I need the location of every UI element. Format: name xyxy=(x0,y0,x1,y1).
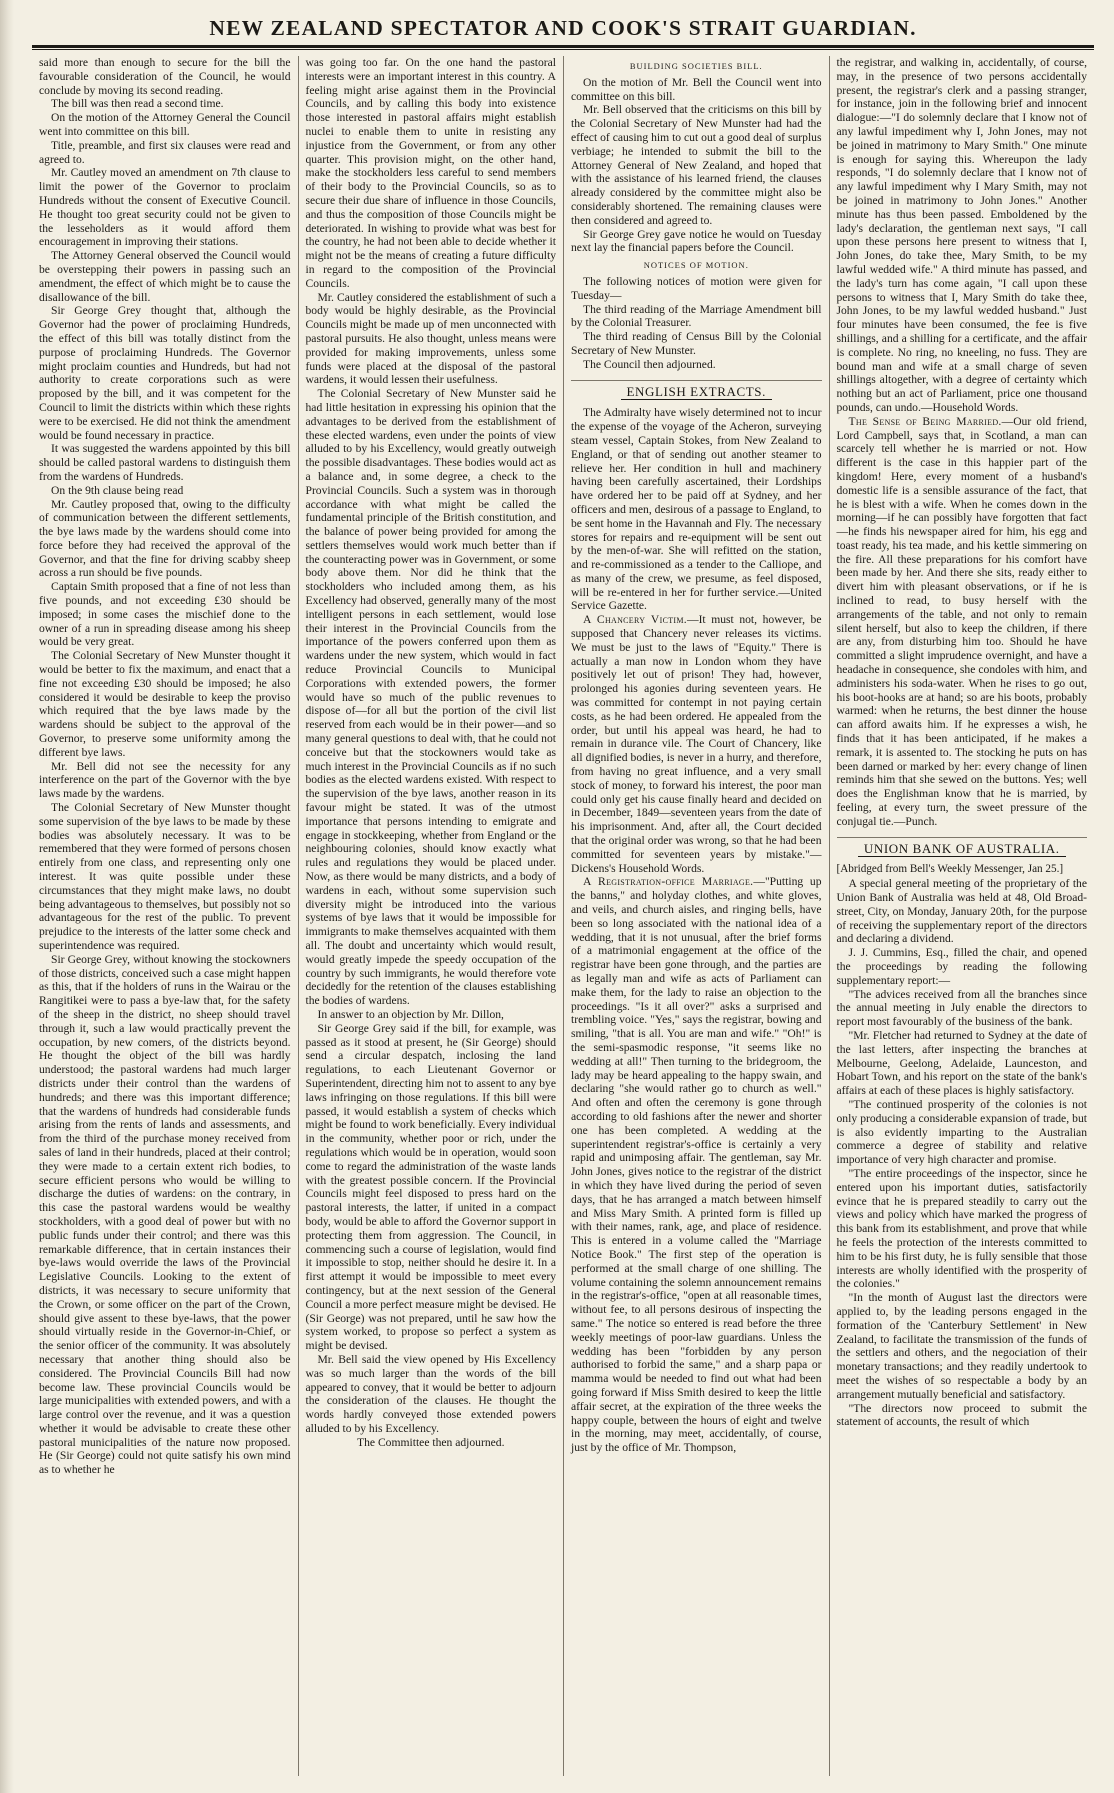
paragraph: It was suggested the wardens appointed by this bill should be called pastoral wardens to distinguish them from the wardens of Hundreds. xyxy=(39,442,291,483)
column-2 xyxy=(298,56,564,1776)
paragraph: The following notices of motion were given for Tuesday— xyxy=(571,274,822,302)
paragraph: Mr. Bell did not see the necessity for any interference on the part of the Governor with the bye laws made by the wardens. xyxy=(39,759,291,801)
masthead-title: NEW ZEALAND SPECTATOR AND COOK'S STRAIT GUARDIAN. xyxy=(209,16,917,40)
masthead-rule-thin xyxy=(32,49,1094,50)
paragraph: The Council then adjourned. xyxy=(583,357,716,371)
sense-text: —Our old friend, Lord Campbell, says that, in Scotland, a man can scarcely tell whether he is married or not. How different is the case in this happier part of the kingdom! Here, every moment of a husband's domestic life is a sensible assurance of the fact, that he is blest with a wife. When he comes down in the morning—if he can possibly have forgotten that fact—he finds his newspaper aired for him, his egg and toast ready, his tea made, and his kettle simmering on the fire. All these preparations for his comfort have been made by her. And there she sits, ready either to divert him with pleasant observations, or if he is inclined to read, to busy herself with the arrangements of the table, and not only to remain silent herself, but also to keep the children, if there are any, from disturbing him too. Should he have committed a slight imprudence overnight, and have a headache in consequence, she condoles with him, and administers his soda-water. When he rises to go out, his boot-hooks are at hand; so are his boots, probably warmed: when he returns, the best dinner the house can afford awaits him. If he expresses a wish, he finds that it has been anticipated, if he makes a remark, it is assented to. The stocking he puts on has been darned or marked by her: every change of linen reminds him that she sewed on the buttons. Yes; well does the Englishman know that he is married, by feeling, at every turn, the sweet pressure of the conjugal tie.—Punch. xyxy=(836,414,1087,828)
column-4 xyxy=(829,56,1095,1776)
paragraph-registration xyxy=(571,875,822,1454)
paragraph: "The entire proceedings of the inspector, since he entered upon his important duties, satisfactorily evince that he is prepared steadily to carry out the views and policy which have marked the progress of this bank from its establishment, and prove that while he feels the protection of the interests committed to him to be his first duty, he is fully sensible that those interests are wholly identified with the prosperity of the colonies." xyxy=(836,1166,1087,1291)
paragraph: On the 9th clause being read xyxy=(51,483,184,497)
paragraph: Mr. Bell observed that the criticisms on this bill by the Colonial Secretary of New Munster had had the effect of causing him to cut out a good deal of surplus verbiage; he intended to submit the bill to the Attorney General of New Zealand, and hoped that with the assistance of his learned friend, the clauses already considered by the committee might also be considerably shortened. The remaining clauses were then considered and agreed to. xyxy=(571,103,822,227)
registration-text: —"Putting up the banns," and holyday clothes, and white gloves, and veils, and church aisles, and ringing bells, have been so long associated with the national idea of a wedding, that it is not unusual, after the brief forms of a matrimonial engagement at the office of the registrar have been gone through, and the parties are as legally man and wife as acts of Parliament can make them, for the lady to raise an objection to the proceedings. "Is it all over?" asks a surprised and trembling voice. "Yes," says the registrar, bowing and smiling, "that is all. You are man and wife." "Oh!" is the semi-spasmodic response, "it seems like no wedding at all!" Then turning to the bridegroom, the lady may be heard appealing to the happy swain, and declaring "she would rather go to church as well." And often and often the ceremony is gone through according to old fashions after the newer and shorter one has been completed. A wedding at the superintendent registrar's-office is certainly a very rapid and unimposing affair. The gentleman, say Mr. John Jones, gives notice to the registrar of the district in which they have lived during the period of seven days, that he has arranged a match between himself and Miss Mary Smith. A printed form is filled up with their names, rank, age, and place of residence. This is entered in a volume called the "Marriage Notice Book." The first step of the operation is performed at the small charge of one shilling. The volume containing the solemn announcement remains in the registrar's-office, "open at all reasonable times, without fee, to all persons desirous of inspecting the same." The notice so entered is read before the three weekly meetings of poor-law guardians. Unless the wedding has been "forbidden by any person authorised to forbid the same," and a sharp papa or mamma would be needed to find out what had been going forward if Miss Smith desired to keep the little affair secret, at the expiration of the three weeks the happy couple, between the hours of eight and twelve in the morning, may meet, accidentally, of course, just by the office of Mr. Thompson, xyxy=(571,875,822,1455)
paragraph: said more than enough to secure for the bill the favourable consideration of the Council, he would conclude by moving its second reading. xyxy=(39,56,291,97)
paragraph: Sir George Grey said if the bill, for example, was passed as it stood at present, he (Sir George) should send a circular despatch, inclosing the land regulations, to each Lieutenant Governor or Superintendent, directing him not to assent to any bye laws infringing on those regulations. If this bill were passed, it would establish a system of checks which might be found to work beneficially. Every individual in the community, whether poor or rich, under the regulations which would be in operation, would soon come to regard the administration of the waste lands with the greatest possible concern. If the Provincial Councils might feel disposed to press hard on the pastoral interests, the latter, if united in a compact body, would be able to afford the Governor support in protecting them from aggression. The Council, in commencing such a course of legislation, would find it impossible to stop, neither should he desire it. In a first attempt it would be impossible to meet every contingency, but at the next session of the General Council a more perfect measure might be devised. He (Sir George) was not prepared, until he saw how the system worked, to propose so perfect a system as might be devised. xyxy=(305,1021,556,1353)
masthead-rule-thick xyxy=(32,45,1094,48)
section-heading-notices: NOTICES OF MOTION. xyxy=(643,260,749,271)
paragraph: The Colonial Secretary of New Munster said he had little hesitation in expressing his opinion that the advantages to be derived from the establishment of these elected wardens, even under the points of view alluded to by his Excellency, would greatly outweigh the possible disadvantages. These bodies would act as a balance and, in some degree, a check to the Provincial Councils. Such a system was in thorough accordance with what might be called the fundamental principle of the British constitution, and the balance of power being provided for among the settlers themselves would work much better than if the counteracting power was in Government, or some body above them. Nor did he think that the stockholders who included among them, as his Excellency had observed, generally many of the most intelligent persons in each settlement, would lose their interest in the Provincial Councils from the importance of the powers conferred upon them as wardens under the new system, which would in fact reduce Provincial Councils to Municipal Corporations with extended powers, the former would have so much of the public revenues to dispose of—for all but the portion of the civil list reserved from each would be in their power—and so many general questions to deal with, that he could not conceive but that the stockowners would take as much interest in the Provincial Councils as if no such bodies as the elected wardens existed. With respect to the supervision of the bye laws, another reason in its favour might be stated. It was of the utmost importance that persons intending to emigrate and engage in stockkeeping, whether from England or the neighbouring colonies, should know exactly what rules and regulations they would be placed under. Now, as there would be many districts, and a body of wardens in each, without some supervision such diversity might be introduced into the various systems of bye laws that it would be impossible for immigrants to make themselves acquainted with them all. The doubt and uncertainty which would result, would greatly impede the speedy occupation of the country by such immigrants, he would therefore vote decidedly for the retention of the clauses establishing the bodies of wardens. xyxy=(305,387,556,1008)
chancery-title: A Chancery Victim. xyxy=(583,613,687,627)
paragraph: On the motion of the Attorney General the Council went into committee on this bill. xyxy=(39,111,291,138)
paragraph: Sir George Grey, without knowing the stockowners of those districts, conceived such a case might happen as this, that if the holders of runs in the Wairau or the Rangitikei were to pass a bye-law that, for the safety of the sheep in the district, no sheep should travel through it, such a law would practically prevent the occupation, by new comers, of the districts beyond. He thought the object of the bill was hardly understood; the pastoral wardens had much larger districts under their control than the wardens of hundreds; and there was this important difference; that the wardens of hundreds had considerable funds arising from the rents of lands and assessments, and from the third of the purchase money received from sales of land in their hundreds, placed at their control; they were made to a certain extent rich bodies, to secure efficient persons who would be willing to discharge the duties of wardens: on the contrary, in this case the pastoral wardens would be wealthy stockholders, with a good deal of power but with no public funds under their control; and there was this remarkable difference, that in certain instances their bye-laws would override the laws of the Provincial Legislative Councils. Looking to the extent of districts, it was necessary to secure uniformity that the Crown, or some officer on the part of the Crown, should give assent to these bye-laws, that the power should virtually reside in the Governor-in-Chief, or the senior officer of the community. It was absolutely necessary that another thing should also be considered. The Provincial Councils Bill had now become law. These provincial Councils would be large municipalities with extended powers, and with a large control over the revenue, and it was a question whether it would be advisable to create these other pastoral municipalities of the nature now proposed. He (Sir George) could not quite satisfy his own mind as to whether he xyxy=(39,952,291,1477)
column-1 xyxy=(32,56,298,1776)
paragraph: The Committee then adjourned. xyxy=(357,1435,505,1449)
paragraph: In answer to an objection by Mr. Dillon, xyxy=(317,1007,504,1021)
paragraph: "The continued prosperity of the colonies is not only producing a considerable expansion of trade, but is also evidently imparting to the Australian commerce a degree of stability and relative importance of very high character and promise. xyxy=(836,1097,1087,1167)
paragraph: The Attorney General observed the Council would be overstepping their powers in passing such an amendment, the effect of which might be to cause the disallowance of the bill. xyxy=(39,249,291,304)
paragraph: "The directors now proceed to submit the statement of accounts, the result of which xyxy=(836,1401,1087,1429)
paragraph: J. J. Cummins, Esq., filled the chair, and opened the proceedings by reading the following supplementary report:— xyxy=(836,946,1087,987)
newspaper-page xyxy=(14,0,1110,1793)
paragraph-admiralty: The Admiralty have wisely determined not to incur the expense of the voyage of the Acheron, surveying steam vessel, Captain Stokes, from New Zealand to England, or that of sending out another steamer to relieve her. Her condition in hull and machinery having been carefully ascertained, their Lordships have ordered her to be paid off at Sydney, and her officers and men, desirous of a passage to England, to be sent home in the Havannah and Fly. The necessary stores for repairs and re-equipment will be sent out by the men-of-war. She will refitted on the station, and re-commissioned as a tender to the Calliope, and as many of the crew, we presume, as feel disposed, will be re-entered in her for further service.—United Service Gazette. xyxy=(571,406,822,613)
paragraph-chancery xyxy=(571,613,822,875)
sense-title: The Sense of Being Married. xyxy=(848,414,1002,428)
paragraph-sense xyxy=(837,415,1088,829)
paragraph: Mr. Cautley considered the establishment of such a body would be highly desirable, as the Provincial Councils might be made up of men unconnected with pastoral pursuits. He also thought, unless means were provided for making improvements, unless some funds were placed at the disposal of the pastoral wardens, it would lessen their usefulness. xyxy=(305,290,556,387)
paragraph: A special general meeting of the proprietary of the Union Bank of Australia was held at 48, Old Broad-street, City, on Monday, January 20th, for the purpose of receiving the supplementary report of the directors and declaring a dividend. xyxy=(836,877,1087,946)
columns xyxy=(32,56,1094,1776)
paragraph: The bill was then read a second time. xyxy=(51,97,224,111)
registration-title: A Registration-office Marriage. xyxy=(583,875,754,889)
chancery-text: —It must not, however, be supposed that Chancery never releases its victims. We must be just to the laws of "Equity." There is actually a man now in London whom they have positively let out of prison! They had, however, prolonged his agonies during seventeen years. He was committed for contempt in not paying certain costs, as he had been ordered. He appealed from the order, but until his appeal was heard, he had to remain in durance vile. The Court of Chancery, like all dignified bodies, is never in a hurry, and therefore, from having no great influence, and a very small stock of money, to forward his interest, the poor man could only get his cause finally heard and decided on in December, 1849—seventeen years from the date of his imprisonment. And, after all, the Court decided that the original order was wrong, so that he had been committed for seventeen years by mistake."—Dickens's Household Words. xyxy=(571,613,822,875)
paragraph: Title, preamble, and first six clauses were read and agreed to. xyxy=(39,138,291,166)
paragraph: Mr. Cautley proposed that, owing to the difficulty of communication between the different settlements, the bye laws made by the wardens should come into force before they had received the approval of the Governor, and that the fine for driving scabby sheep across a run should be five pounds. xyxy=(39,497,291,580)
paragraph: The Colonial Secretary of New Munster thought some supervision of the bye laws to be made by these bodies was absolutely necessary. It was to be remembered that they were formed of persons chosen entirely from one class, and representing only one interest. It was quite possible under these circumstances that they might make laws, no doubt being advantageous to themselves, but possibly not so advantageous for the rest of the public. To prevent prejudice to the interests of the latter some check and superintendence was required. xyxy=(39,801,291,952)
abridged-note: [Abridged from Bell's Weekly Messenger, Jan 25.] xyxy=(836,863,1064,876)
paragraph: Sir George Grey gave notice he would on Tuesday next lay the financial papers before the Council. xyxy=(571,227,822,255)
paragraph: Captain Smith proposed that a fine of not less than five pounds, and not exceeding £30 should be imposed; in some cases the mischief done to the owner of a run in spreading disease among his sheep would be very great. xyxy=(39,580,291,649)
page-spine-edge xyxy=(0,0,14,1793)
column-3 xyxy=(563,56,829,1776)
paragraph: Mr. Bell said the view opened by His Excellency was so much larger than the words of the bill appeared to convey, that it would be better to adjourn the consideration of the clauses. He thought the words hardly conveyed those extended powers alluded to by his Excellency. xyxy=(305,1352,556,1435)
section-heading-union-bank xyxy=(837,837,1088,858)
paragraph: The third reading of Census Bill by the Colonial Secretary of New Munster. xyxy=(571,330,822,357)
union-bank-title: UNION BANK OF AUSTRALIA. xyxy=(858,842,1066,858)
paragraph: On the motion of Mr. Bell the Council went into committee on this bill. xyxy=(571,75,822,103)
paragraph: Mr. Cautley moved an amendment on 7th clause to limit the power of the Governor to proclaim Hundreds without the consent of Executive Council. He thought too great security could not be given to the lesseholders as it would afford them encouragement in improving their stations. xyxy=(39,166,291,249)
paragraph-registration-cont: the registrar, and walking in, accidentally, of course, may, in the presence of two persons accidentally present, the registrar's clerk and a passing stranger, for instance, join in the following brief and innocent dialogue:—"I do solemnly declare that I know not of any lawful impediment why I, John Jones, may not be joined in matrimony to Mary Smith." One minute is enough for saying this. Whereupon the lady responds, "I do solemnly declare that I know not of any lawful impediment why I Mary Smith, may not be joined in matrimony to John Jones." Another minute has thus been passed. Emboldened by the lady's declaration, the gentleman next says, "I call upon these persons here present to witness that I, John Jones, do take thee, Mary Smith, to be my lawful wedded wife." A third minute has passed, and the lady's turn has come again, "I call upon these persons to witness that I, Mary Smith do take thee, John Jones, to be my lawful wedded husband." Just four minutes have been consumed, the fee is five shillings, and a shilling for a certificate, and the affair is complete. No ring, no kneeling, no fuss. They are bound man and wife at a small charge of seven shillings altogether, with a degree of certainty which nothing but an act of Parliament, price one thousand pounds, can undo.—Household Words. xyxy=(836,56,1087,414)
paragraph: The third reading of the Marriage Amendment bill by the Colonial Treasurer. xyxy=(571,302,822,330)
section-heading-english-extracts xyxy=(571,380,822,401)
paragraph: "Mr. Fletcher had returned to Sydney at the date of the last letters, after inspecting the branches at Melbourne, Geelong, Adelaide, Launceston, and Hobart Town, and his report on the state of the bank's affairs at each of these places is highly satisfactory. xyxy=(836,1028,1087,1098)
paragraph: The Colonial Secretary of New Munster thought it would be better to fix the maximum, and enact that a fine not exceeding £30 should be imposed; he also considered it would be desirable to keep the proviso which required that the bye laws made by the wardens should be subject to the approval of the Governor, to preserve some uniformity among the different bye laws. xyxy=(39,649,291,759)
paragraph: "In the month of August last the directors were applied to, by the leading persons engaged in the formation of the 'Canterbury Settlement' in New Zealand, to facilitate the transmission of the funds of the settlers and others, and the negociation of their monetary transactions; and they readily undertook to meet the wishes of so respectable a body by an arrangement mutually beneficial and satisfactory. xyxy=(836,1291,1087,1401)
paragraph: "The advices received from all the branches since the annual meeting in July enable the directors to report most favourably of the business of the bank. xyxy=(836,987,1087,1029)
english-extracts-title: ENGLISH EXTRACTS. xyxy=(621,385,772,401)
section-heading-building-societies: BUILDING SOCIETIES BILL. xyxy=(629,61,763,71)
paragraph: Sir George Grey thought that, although the Governor had the power of proclaiming Hundreds, the effect of this bill was totally distinct from the purpose of proclaiming Hundreds. The Governor might proclaim counties and Hundreds, but had not authority to create corporations such as were proposed by the bill, and it was competent for the Council to limit the districts within which these rights were to be exercised. He did not think the amendment would be found necessary in practice. xyxy=(39,304,291,442)
paragraph: was going too far. On the one hand the pastoral interests were an important interest in this country. A feeling might arise against them in the Provincial Councils, and by calling this body into existence those interested in pastoral affairs might establish nuclei to enable them to unite in resisting any injustice from the Government, or from any other quarter. This provision might, on the other hand, make the stockholders less careful to send members of their body to the Provincial Councils, so as to secure their due share of influence in those Councils, and thus the composition of those Councils might be deteriorated. In wishing to provide what was best for the country, he had not been able to decide whether it might not be the means of creating a future difficulty in regard to the composition of the Provincial Councils. xyxy=(305,56,556,290)
